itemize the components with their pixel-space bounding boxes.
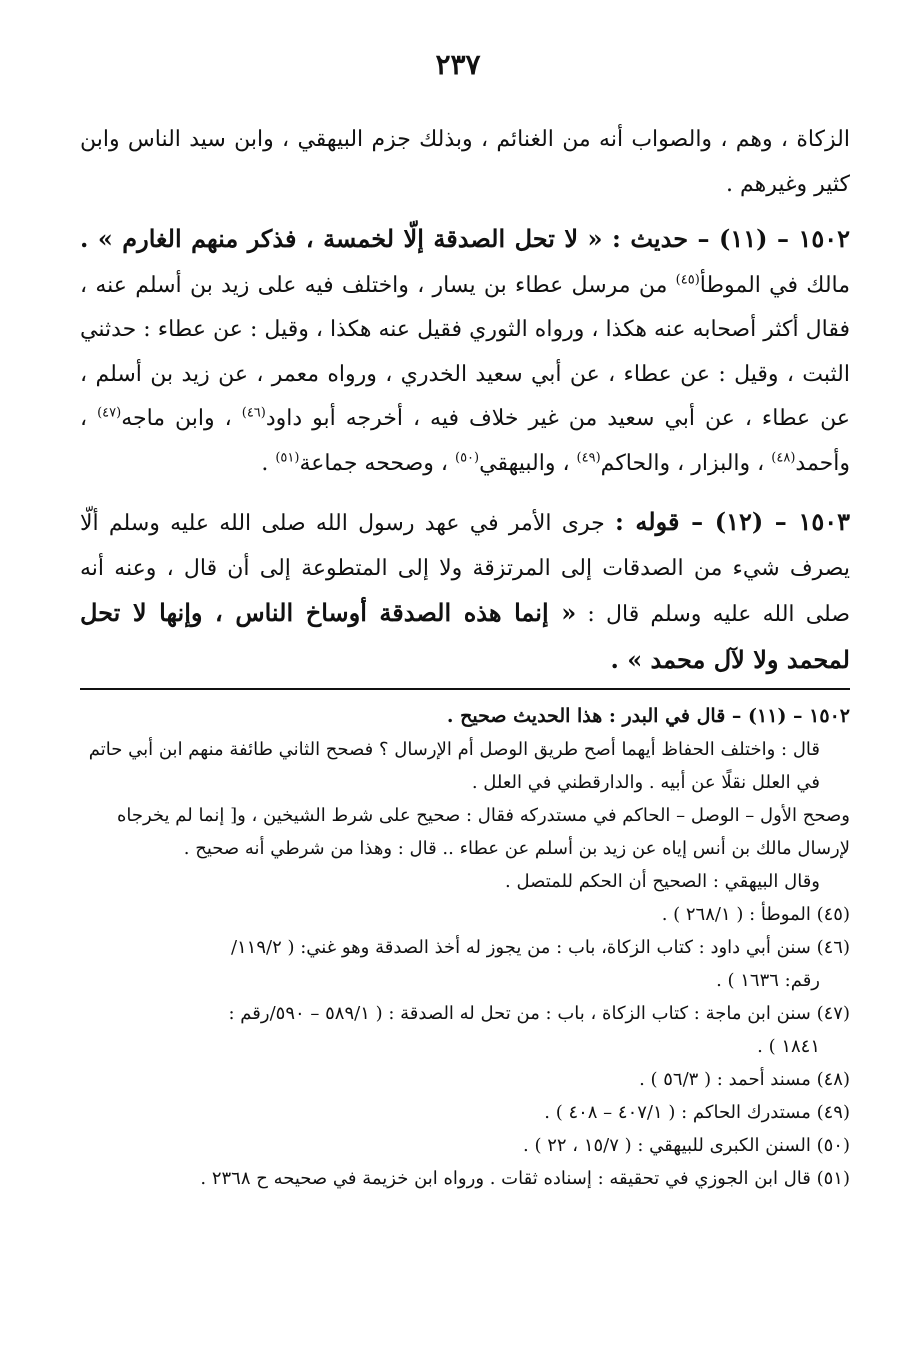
hadith-1502-text-f: ، والبيهقي	[479, 450, 577, 476]
hadith-1503-heading: ١٥٠٣ – (١٢) – قوله :	[614, 507, 850, 536]
footnote-46-line-2: رقم: ١٦٣٦ ) .	[716, 970, 820, 991]
footnote-ref-45[interactable]: (٤٥)	[675, 272, 700, 288]
footnote-ref-50[interactable]: (٥٠)	[455, 450, 480, 466]
note-1502-heading: ١٥٠٢ – (١١) – قال في البدر : هذا الحديث صحيح .	[446, 705, 850, 727]
footnote-47-line-1: (٤٧) سنن ابن ماجة : كتاب الزكاة ، باب : من تحل له الصدقة : ( ٥٨٩/١ – ٥٩٠/رقم :	[228, 1003, 850, 1024]
hadith-1502-text-g: ، وصححه جماعة	[299, 450, 455, 476]
footnote-50: (٥٠) السنن الكبرى للبيهقي : ( ١٥/٧ ، ٢٢ ) .	[523, 1135, 850, 1156]
footnote-ref-51[interactable]: (٥١)	[275, 450, 300, 466]
intro-paragraph: الزكاة ، وهم ، والصواب أنه من الغنائم ، وبذلك جزم البيهقي ، وابن سيد الناس وابن كثير وغيرهم .	[80, 127, 850, 197]
hadith-1503-text: جرى الأمر في عهد رسول الله صلى الله عليه وسلم ألّا يصرف شيء من الصدقات إلى المرتزقة ولا إلى المتطوعة إلى أن قال ، وعنه أنه صلى الله عليه وسلم قال :	[80, 511, 850, 627]
hadith-1503-quote: « إنما هذه الصدقة أوساخ الناس ، وإنها لا تحل لمحمد ولا لآل محمد » .	[80, 598, 850, 674]
footnote-divider	[80, 688, 850, 690]
footnote-ref-49[interactable]: (٤٩)	[576, 450, 601, 466]
page-number: ٢٣٧	[435, 48, 481, 81]
hadith-1502-heading: ١٥٠٢ – (١١) – حديث : « لا تحل الصدقة إلّا لخمسة ، فذكر منهم الغارم » .	[80, 224, 850, 253]
note-1502-paragraph-1: قال : واختلف الحفاظ أيهما أصح طريق الوصل أم الإرسال ؟ فصحح الثاني طائفة منهم ابن أبي حاتم في العلل نقلًا عن أبيه . والدارقطني في العلل .	[88, 739, 820, 793]
hadith-1502-text-c: ، وابن ماجه	[121, 406, 242, 431]
footnote-51: (٥١) قال ابن الجوزي في تحقيقه : إسناده ثقات . ورواه ابن خزيمة في صحيحه ح ٢٣٦٨ .	[200, 1168, 850, 1189]
note-1502-paragraph-2: وصحح الأول – الوصل – الحاكم في مستدركه فقال : صحيح على شرط الشيخين ، و[ إنما لم يخرجاه لإرسال مالك بن أنس إياه عن زيد بن أسلم عن عطاء .. قال : وهذا من شرطي أنه صحيح .	[116, 805, 850, 859]
hadith-1502-text-d: ، وأحمد	[80, 406, 850, 476]
hadith-1502-text-h: .	[261, 450, 276, 476]
footnotes-section	[80, 700, 850, 1195]
hadith-1502-text-a: مالك في الموطأ	[699, 272, 851, 298]
main-text	[80, 118, 850, 684]
hadith-1503-paragraph	[80, 500, 850, 684]
note-1502-paragraph-3: وقال البيهقي : الصحيح أن الحكم للمتصل .	[505, 871, 820, 892]
hadith-1502-text-b: من مرسل عطاء بن يسار ، واختلف فيه على زيد بن أسلم عنه ، فقال أكثر أصحابه عنه هكذا ، ورواه الثوري فقيل عنه هكذا ، وقيل : عن عطاء : حدثني الثبت ، وقيل : عن عطاء ، عن أبي سعيد الخدري ، ورواه معمر ، عن زيد بن أسلم ، عن عطاء ، عن أبي سعيد من غير خلاف فيه ، أخرجه أبو داود	[80, 272, 851, 431]
hadith-1502-paragraph	[80, 217, 850, 486]
hadith-1502-text-e: ، والبزار ، والحاكم	[600, 450, 772, 476]
footnote-45: (٤٥) الموطأ : ( ٢٦٨/١ ) .	[661, 904, 850, 925]
footnote-49: (٤٩) مستدرك الحاكم : ( ٤٠٧/١ – ٤٠٨ ) .	[544, 1102, 850, 1123]
footnote-ref-48[interactable]: (٤٨)	[771, 450, 796, 466]
footnote-46-line-1: (٤٦) سنن أبي داود : كتاب الزكاة، باب : من يجوز له أخذ الصدقة وهو غني: ( ١١٩/٢/	[230, 937, 850, 958]
footnote-ref-47[interactable]: (٤٧)	[97, 405, 122, 421]
footnote-48: (٤٨) مسند أحمد : ( ٥٦/٣ ) .	[639, 1069, 850, 1090]
footnote-ref-46[interactable]: (٤٦)	[241, 405, 266, 421]
footnote-47-line-2: ١٨٤١ ) .	[757, 1036, 820, 1057]
